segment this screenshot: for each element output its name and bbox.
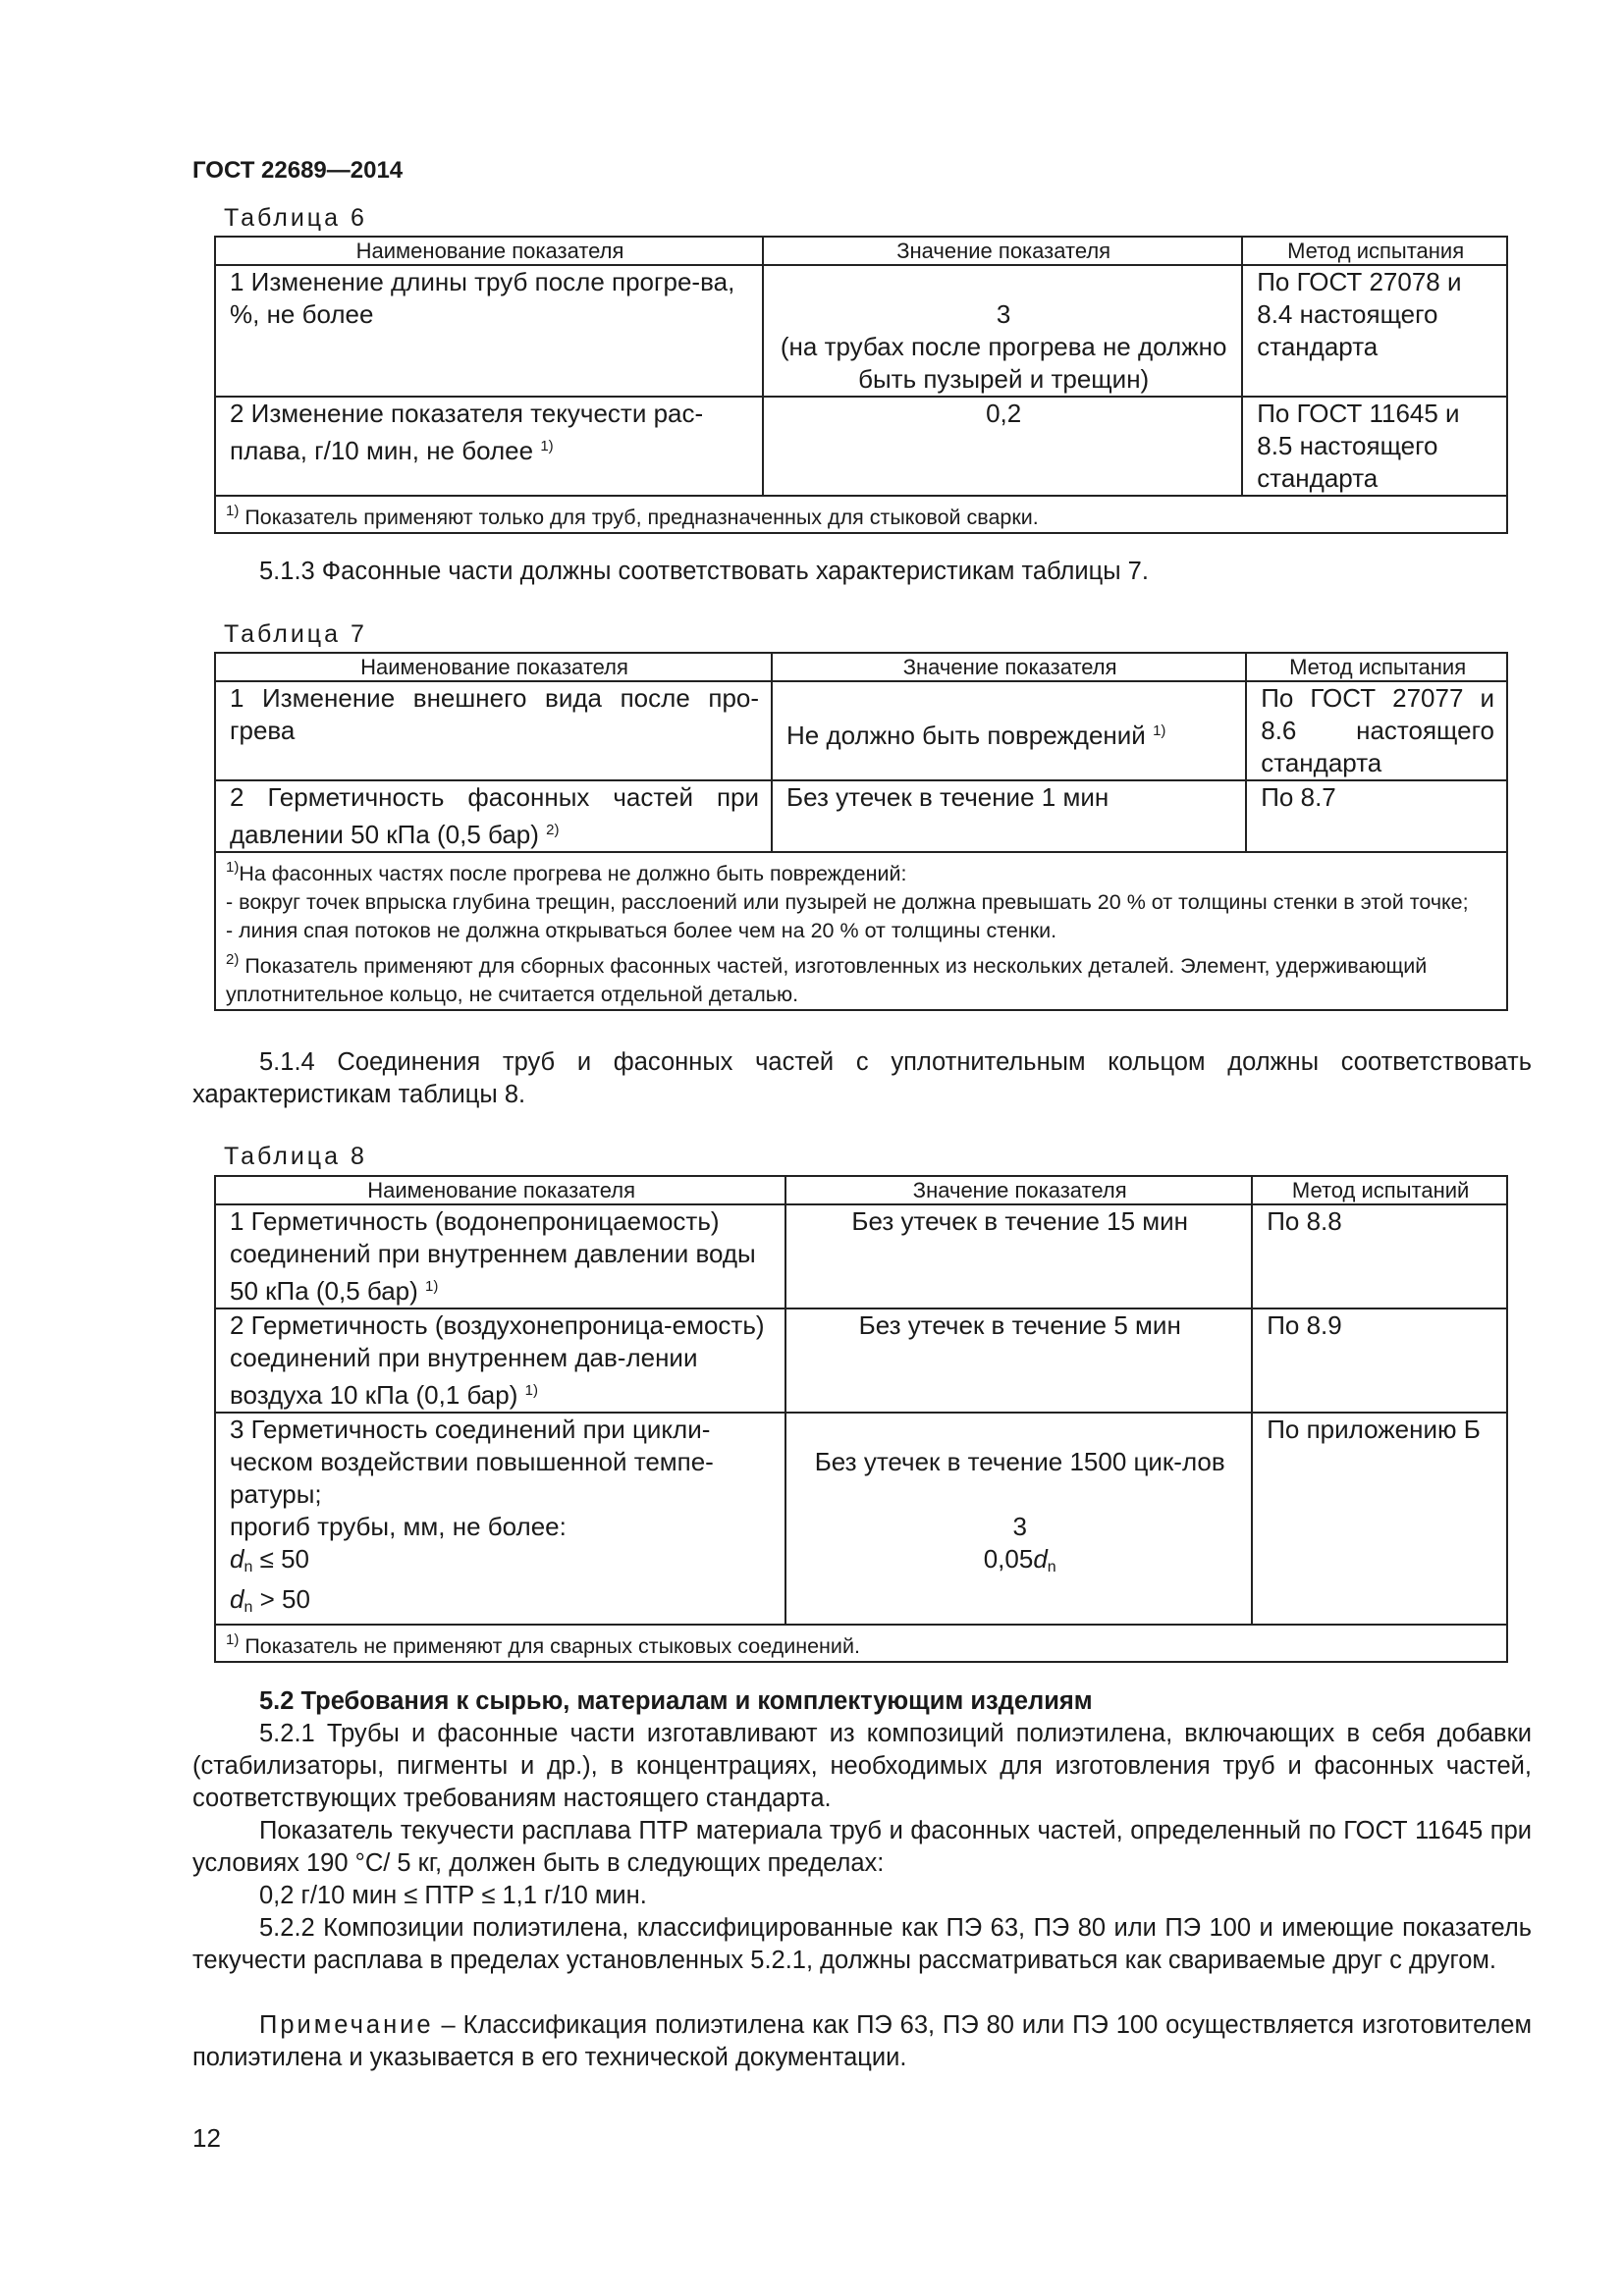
footnote-ref: 1) — [540, 438, 554, 454]
table8-row3-method: По приложению Б — [1252, 1413, 1507, 1625]
table7-fn1-line1: На фасонных частях после прогрева не должно быть повреждений: — [239, 862, 907, 885]
table6-row1-value: 3 — [996, 299, 1011, 329]
table6-header-value: Значение показателя — [763, 237, 1242, 265]
table8-row2-name-cell — [215, 1308, 785, 1413]
table6-footnote — [215, 496, 1507, 533]
footnote-ref: 1) — [1153, 722, 1166, 739]
table8-header-name: Наименование показателя — [215, 1176, 785, 1204]
footnote-mark: 2) — [226, 951, 240, 968]
table-row — [215, 397, 1507, 496]
table6-row1-method: По ГОСТ 27078 и 8.4 настоящего стандарта — [1242, 265, 1507, 397]
table7-footnotes — [215, 852, 1507, 1010]
table6-caption: Таблица 6 — [224, 204, 367, 232]
table6-row1-value-note: (на трубах после прогрева не должно быть пузырей и трещин) — [780, 332, 1227, 394]
table-7 — [214, 652, 1508, 1011]
paragraph-5-2-1: 5.2.1 Трубы и фасонные части изготавливают из композиций полиэтилена, включающих в себя добавки (стабилизаторы, пигменты и др.), в концентрациях, необходимых для изготовления труб и фасонных частей, соответствующих требованиям настоящего стандарта. — [192, 1720, 1532, 1812]
paragraph-5-2-1-ptr: Показатель текучести расплава ПТР материала труб и фасонных частей, определенный по ГОСТ 11645 при условиях 190 °С/ 5 кг, должен быть в следующих пределах: — [192, 1817, 1532, 1877]
table7-fn1-line3: - линия спая потоков не должна открываться более чем на 20 % от толщины стенки. — [226, 919, 1057, 942]
table7-row2-name-cell — [215, 780, 772, 852]
table8-row1-name: 1 Герметичность (водонепроницаемость) соединений при внутреннем давлении воды 50 кПа (0,5 бар) — [230, 1206, 756, 1306]
section-5-2-heading: 5.2 Требования к сырью, материалам и комплектующим изделиям — [259, 1687, 1093, 1715]
table7-row1-method: По ГОСТ 27077 и 8.6 настоящего стандарта — [1246, 681, 1507, 780]
table8-row2-value: Без утечек в течение 5 мин — [785, 1308, 1252, 1413]
table8-row1-value: Без утечек в течение 15 мин — [785, 1204, 1252, 1308]
note-label: Примечание — [259, 2011, 434, 2039]
standard-number: ГОСТ 22689—2014 — [192, 157, 404, 184]
table8-row2-method: По 8.9 — [1252, 1308, 1507, 1413]
footnote-mark: 1) — [226, 859, 240, 876]
table7-caption: Таблица 7 — [224, 620, 367, 648]
table-row — [215, 1308, 1507, 1413]
table-6 — [214, 236, 1508, 534]
table8-row2-name: 2 Герметичность (воздухонепроница-емость) соединений при внутреннем дав-лении воздуха 10 кПа (0,1 бар) — [230, 1310, 765, 1410]
table6-header-name: Наименование показателя — [215, 237, 763, 265]
paragraph-5-2-2: 5.2.2 Композиции полиэтилена, классифицированные как ПЭ 63, ПЭ 80 или ПЭ 100 и имеющие показатель текучести расплава в пределах установленных 5.2.1, должны рассматриваться как свариваемые друг с другом. — [192, 1914, 1532, 1974]
table8-row3-value: Без утечек в течение 1500 цик-лов — [814, 1447, 1225, 1476]
table6-row1-name: 1 Изменение длины труб после прогре-ва, %, не более — [215, 265, 763, 397]
table8-row1-method: По 8.8 — [1252, 1204, 1507, 1308]
table7-header-name: Наименование показателя — [215, 653, 772, 681]
table8-row3-value-cell — [785, 1413, 1252, 1625]
footnote-mark: 1) — [226, 1631, 240, 1648]
table-row — [215, 780, 1507, 852]
table8-row3-value2: 3 — [1012, 1512, 1027, 1541]
page-number: 12 — [192, 2123, 221, 2153]
footnote-ref: 1) — [425, 1278, 439, 1295]
table7-row1-value-cell — [772, 681, 1246, 780]
table7-header-value: Значение показателя — [772, 653, 1246, 681]
note-text: – Классификация полиэтилена как ПЭ 63, ПЭ 80 или ПЭ 100 осуществляется изготовителем полиэтилена и указывается в его технической документации. — [192, 2011, 1532, 2071]
table8-footnote-text: Показатель не применяют для сварных стыковых соединений. — [244, 1634, 860, 1658]
paragraph-5-1-4: 5.1.4 Соединения труб и фасонных частей с уплотнительным кольцом должны соответствовать характеристикам таблицы 8. — [192, 1048, 1532, 1108]
table8-row3-name-cell — [215, 1413, 785, 1625]
table6-header-method: Метод испытания — [1242, 237, 1507, 265]
table8-footnote — [215, 1625, 1507, 1662]
table6-row1-value-cell — [763, 265, 1242, 397]
table6-row2-value: 0,2 — [763, 397, 1242, 496]
table7-row2-method: По 8.7 — [1246, 780, 1507, 852]
table6-row2-method: По ГОСТ 11645 и 8.5 настоящего стандарта — [1242, 397, 1507, 496]
table-8 — [214, 1175, 1508, 1663]
table7-fn1-line2: - вокруг точек впрыска глубина трещин, расслоений или пузырей не должна превышать 20 % от толщины стенки в этой точке; — [226, 890, 1469, 914]
table7-fn2: Показатель применяют для сборных фасонных частей, изготовленных из нескольких деталей. Элемент, удерживающий уплотнительное кольцо, не считается отдельной деталью. — [226, 954, 1428, 1006]
table8-caption: Таблица 8 — [224, 1143, 367, 1170]
table7-row2-name: 2 Герметичность фасонных частей при давлении 50 кПа (0,5 бар) — [230, 782, 760, 849]
table7-row2-value: Без утечек в течение 1 мин — [772, 780, 1246, 852]
footnote-ref: 2) — [546, 822, 560, 838]
table7-header-method: Метод испытания — [1246, 653, 1507, 681]
table8-row3-name2: прогиб трубы, мм, не более: — [230, 1512, 567, 1541]
table6-row2-name-cell — [215, 397, 763, 496]
table7-row1-name: 1 Изменение внешнего вида после про-грева — [215, 681, 772, 780]
table-row — [215, 681, 1507, 780]
note-paragraph — [192, 2009, 1532, 2074]
table8-header-value: Значение показателя — [785, 1176, 1252, 1204]
table8-row3-cond2: $d_n > 50$ — [230, 1584, 310, 1616]
table8-row3-name: 3 Герметичность соединений при цикли-ческом воздействии повышенной темпе-ратуры; — [230, 1415, 714, 1509]
table8-row3-cond1: $d_n \le 50$ — [230, 1544, 310, 1575]
table-row — [215, 1413, 1507, 1625]
table6-row2-name: 2 Изменение показателя текучести рас-плава, г/10 мин, не более — [230, 399, 704, 465]
table7-row1-value: Не должно быть повреждений — [786, 721, 1146, 750]
footnote-ref: 1) — [524, 1382, 538, 1399]
table8-header-method: Метод испытаний — [1252, 1176, 1507, 1204]
footnote-mark: 1) — [226, 503, 240, 519]
ptr-range: 0,2 г/10 мин ≤ ПТР ≤ 1,1 г/10 мин. — [259, 1882, 647, 1909]
table-row — [215, 1204, 1507, 1308]
table8-row3-value3: $0,05d_n$ — [983, 1544, 1056, 1575]
paragraph-5-1-3: 5.1.3 Фасонные части должны соответствовать характеристикам таблицы 7. — [259, 558, 1149, 585]
table8-row1-name-cell — [215, 1204, 785, 1308]
table6-footnote-text: Показатель применяют только для труб, предназначенных для стыковой сварки. — [244, 506, 1039, 529]
table-row — [215, 265, 1507, 397]
